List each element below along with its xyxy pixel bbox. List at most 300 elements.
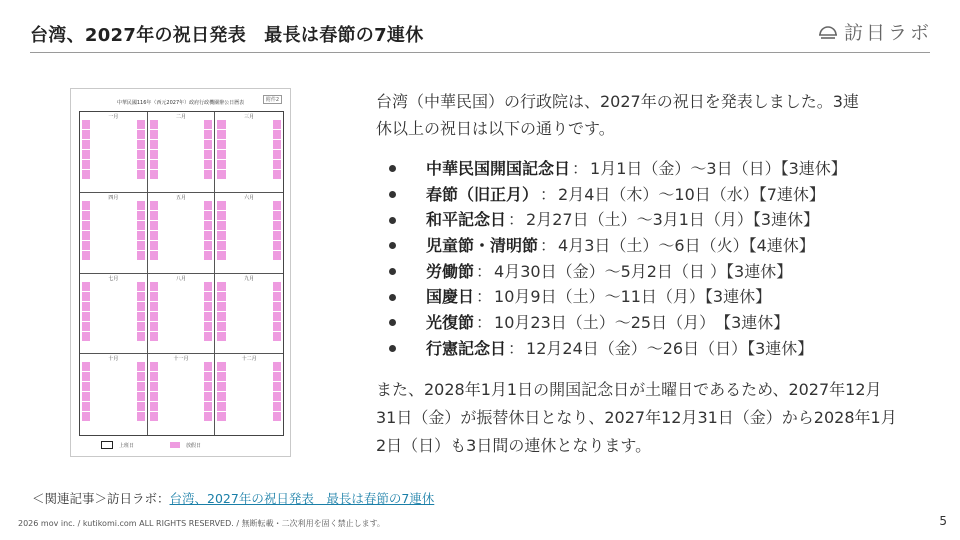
calendar-day-cell xyxy=(217,221,225,230)
calendar-day-cell xyxy=(109,412,117,421)
calendar-day-cell xyxy=(159,322,167,331)
calendar-days xyxy=(82,282,145,352)
dome-logo-icon xyxy=(818,23,838,41)
calendar-day-cell xyxy=(118,322,126,331)
calendar-day-cell xyxy=(127,392,135,401)
calendar-day-cell xyxy=(100,302,108,311)
calendar-day-cell xyxy=(186,120,194,129)
calendar-day-cell xyxy=(204,312,212,321)
calendar-day-cell xyxy=(245,140,253,149)
calendar-day-cell xyxy=(273,282,281,291)
calendar-day-cell xyxy=(195,241,203,250)
calendar-day-cell xyxy=(109,251,117,260)
calendar-grid xyxy=(79,111,284,436)
calendar-day-cell xyxy=(137,332,145,341)
calendar-day-cell xyxy=(159,292,167,301)
calendar-day-cell xyxy=(273,140,281,149)
calendar-day-cell xyxy=(217,332,225,341)
calendar-day-cell xyxy=(177,412,185,421)
calendar-day-cell xyxy=(177,372,185,381)
calendar-day-cell xyxy=(127,322,135,331)
calendar-day-cell xyxy=(109,372,117,381)
calendar-day-cell xyxy=(109,170,117,179)
list-item: 行憲記念日 ： 12月24日（金）～26日（日）【3連休】 xyxy=(389,336,847,362)
calendar-day-cell xyxy=(186,322,194,331)
calendar-day-cell xyxy=(177,251,185,260)
calendar-day-cell xyxy=(186,302,194,311)
calendar-day-cell xyxy=(236,292,244,301)
calendar-day-cell xyxy=(204,221,212,230)
calendar-day-cell xyxy=(150,332,158,341)
calendar-day-cell xyxy=(168,312,176,321)
calendar-day-cell xyxy=(91,130,99,139)
calendar-day-cell xyxy=(100,140,108,149)
calendar-day-cell xyxy=(195,312,203,321)
calendar-day-cell xyxy=(159,362,167,371)
calendar-day-cell xyxy=(236,160,244,169)
calendar-day-cell xyxy=(236,382,244,391)
calendar-day-cell xyxy=(186,372,194,381)
outro-line: また、2028年1月1日の開国記念日が土曜日であるため、2027年12月 xyxy=(376,380,882,399)
calendar-day-cell xyxy=(273,312,281,321)
calendar-day-cell xyxy=(177,130,185,139)
calendar-day-cell xyxy=(150,372,158,381)
calendar-day-cell xyxy=(109,150,117,159)
calendar-days xyxy=(150,282,213,352)
calendar-month-name: 二月 xyxy=(175,114,186,120)
calendar-day-cell xyxy=(264,312,272,321)
legend-holiday: 放假日 xyxy=(186,442,202,449)
calendar-day-cell xyxy=(236,332,244,341)
calendar-day-cell xyxy=(195,382,203,391)
calendar-day-cell xyxy=(254,292,262,301)
calendar-day-cell xyxy=(177,402,185,411)
calendar-day-cell xyxy=(204,282,212,291)
calendar-day-cell xyxy=(236,231,244,240)
calendar-day-cell xyxy=(177,120,185,129)
calendar-day-cell xyxy=(264,211,272,220)
calendar-day-cell xyxy=(227,160,235,169)
calendar-day-cell xyxy=(82,372,90,381)
calendar-day-cell xyxy=(245,201,253,210)
calendar-day-cell xyxy=(227,312,235,321)
calendar-day-cell xyxy=(227,201,235,210)
calendar-day-cell xyxy=(127,292,135,301)
calendar-day-cell xyxy=(227,402,235,411)
related-article-link[interactable]: 台湾、2027年の祝日発表 最長は春節の7連休 xyxy=(169,491,435,506)
calendar-day-cell xyxy=(100,130,108,139)
calendar-day-cell xyxy=(159,332,167,341)
calendar-day-cell xyxy=(227,362,235,371)
intro-line: 休以上の祝日は以下の通りです。 xyxy=(376,119,615,138)
calendar-day-cell xyxy=(217,251,225,260)
calendar-day-cell xyxy=(177,392,185,401)
calendar-day-cell xyxy=(137,292,145,301)
calendar-month xyxy=(148,354,216,435)
calendar-day-cell xyxy=(264,372,272,381)
calendar-day-cell xyxy=(245,392,253,401)
calendar-day-cell xyxy=(245,130,253,139)
calendar-day-cell xyxy=(204,412,212,421)
calendar-day-cell xyxy=(204,140,212,149)
calendar-day-cell xyxy=(245,412,253,421)
calendar-day-cell xyxy=(150,282,158,291)
calendar-day-cell xyxy=(109,120,117,129)
calendar-day-cell xyxy=(195,412,203,421)
calendar-day-cell xyxy=(150,392,158,401)
calendar-day-cell xyxy=(91,392,99,401)
calendar-day-cell xyxy=(150,211,158,220)
calendar-month xyxy=(80,193,148,274)
calendar-day-cell xyxy=(91,231,99,240)
calendar-day-cell xyxy=(109,402,117,411)
calendar-day-cell xyxy=(137,312,145,321)
calendar-day-cell xyxy=(236,302,244,311)
calendar-day-cell xyxy=(264,150,272,159)
calendar-day-cell xyxy=(91,170,99,179)
calendar-day-cell xyxy=(91,241,99,250)
holiday-name: 中華民国開国記念日 xyxy=(426,159,571,178)
calendar-day-cell xyxy=(137,251,145,260)
calendar-day-cell xyxy=(195,211,203,220)
calendar-day-cell xyxy=(159,282,167,291)
calendar-day-cell xyxy=(186,201,194,210)
calendar-day-cell xyxy=(245,372,253,381)
calendar-day-cell xyxy=(195,251,203,260)
calendar-day-cell xyxy=(195,402,203,411)
calendar-day-cell xyxy=(264,221,272,230)
calendar-day-cell xyxy=(204,362,212,371)
related-prefix: ＜関連記事＞訪日ラボ： xyxy=(32,491,170,506)
calendar-day-cell xyxy=(127,120,135,129)
calendar-day-cell xyxy=(82,241,90,250)
bullet-icon xyxy=(389,319,396,326)
calendar-day-cell xyxy=(82,211,90,220)
calendar-day-cell xyxy=(159,402,167,411)
calendar-day-cell xyxy=(150,251,158,260)
calendar-day-cell xyxy=(236,312,244,321)
calendar-day-cell xyxy=(236,412,244,421)
calendar-day-cell xyxy=(177,170,185,179)
calendar-day-cell xyxy=(109,322,117,331)
calendar-day-cell xyxy=(159,231,167,240)
calendar-day-cell xyxy=(159,150,167,159)
calendar-day-cell xyxy=(227,231,235,240)
calendar-day-cell xyxy=(109,392,117,401)
calendar-day-cell xyxy=(127,362,135,371)
calendar-day-cell xyxy=(254,382,262,391)
bullet-icon xyxy=(389,345,396,352)
calendar-day-cell xyxy=(118,332,126,341)
calendar-day-cell xyxy=(204,231,212,240)
calendar-day-cell xyxy=(91,312,99,321)
calendar-day-cell xyxy=(127,402,135,411)
calendar-day-cell xyxy=(150,412,158,421)
calendar-day-cell xyxy=(236,211,244,220)
calendar-day-cell xyxy=(264,402,272,411)
calendar-day-cell xyxy=(254,140,262,149)
calendar-day-cell xyxy=(118,312,126,321)
calendar-day-cell xyxy=(168,211,176,220)
calendar-day-cell xyxy=(227,140,235,149)
calendar-day-cell xyxy=(273,412,281,421)
calendar-day-cell xyxy=(195,201,203,210)
calendar-day-cell xyxy=(137,160,145,169)
calendar-day-cell xyxy=(82,302,90,311)
calendar-day-cell xyxy=(127,251,135,260)
calendar-day-cell xyxy=(236,322,244,331)
calendar-day-cell xyxy=(118,211,126,220)
calendar-day-cell xyxy=(273,362,281,371)
calendar-day-cell xyxy=(227,130,235,139)
calendar-day-cell xyxy=(204,292,212,301)
calendar-day-cell xyxy=(127,150,135,159)
list-item: 光復節 ： 10月23日（土）～25日（月） 【3連休】 xyxy=(389,310,847,336)
legend-workday: 上班日 xyxy=(119,442,135,449)
calendar-day-cell xyxy=(245,312,253,321)
calendar-day-cell xyxy=(264,120,272,129)
calendar-month xyxy=(80,112,148,193)
calendar-day-cell xyxy=(186,170,194,179)
calendar-day-cell xyxy=(186,231,194,240)
calendar-day-cell xyxy=(254,160,262,169)
calendar-day-cell xyxy=(159,251,167,260)
calendar-day-cell xyxy=(82,392,90,401)
calendar-day-cell xyxy=(150,170,158,179)
calendar-day-cell xyxy=(177,362,185,371)
calendar-day-cell xyxy=(264,140,272,149)
calendar-day-cell xyxy=(118,292,126,301)
calendar-day-cell xyxy=(227,392,235,401)
page-number: 5 xyxy=(939,514,947,528)
calendar-day-cell xyxy=(264,130,272,139)
calendar-day-cell xyxy=(168,392,176,401)
calendar-day-cell xyxy=(91,150,99,159)
calendar-day-cell xyxy=(273,201,281,210)
outro-line: 31日（金）が振替休日となり、2027年12月31日（金）から2028年1月 xyxy=(376,408,897,427)
calendar-day-cell xyxy=(236,140,244,149)
calendar-day-cell xyxy=(109,160,117,169)
calendar-day-cell xyxy=(227,382,235,391)
calendar-day-cell xyxy=(273,160,281,169)
calendar-month-name: 七月 xyxy=(108,275,119,282)
calendar-day-cell xyxy=(217,140,225,149)
calendar-day-cell xyxy=(217,231,225,240)
calendar-day-cell xyxy=(177,221,185,230)
calendar-day-cell xyxy=(236,170,244,179)
calendar-day-cell xyxy=(137,302,145,311)
calendar-day-cell xyxy=(186,392,194,401)
calendar-day-cell xyxy=(217,302,225,311)
calendar-day-cell xyxy=(273,251,281,260)
calendar-day-cell xyxy=(204,201,212,210)
calendar-day-cell xyxy=(91,140,99,149)
calendar-day-cell xyxy=(91,322,99,331)
calendar-day-cell xyxy=(91,332,99,341)
calendar-day-cell xyxy=(100,322,108,331)
calendar-day-cell xyxy=(82,120,90,129)
calendar-day-cell xyxy=(273,150,281,159)
calendar-day-cell xyxy=(168,362,176,371)
calendar-day-cell xyxy=(254,211,262,220)
calendar-day-cell xyxy=(127,302,135,311)
calendar-day-cell xyxy=(227,170,235,179)
holiday-detail: 12月24日（金）～26日（日）【3連休】 xyxy=(526,338,814,358)
calendar-day-cell xyxy=(109,382,117,391)
calendar-day-cell xyxy=(273,231,281,240)
calendar-day-cell xyxy=(91,221,99,230)
calendar-day-cell xyxy=(82,412,90,421)
calendar-day-cell xyxy=(159,170,167,179)
calendar-day-cell xyxy=(254,312,262,321)
calendar-month xyxy=(215,193,283,274)
calendar-day-cell xyxy=(137,231,145,240)
holiday-name: 光復節 xyxy=(426,313,475,333)
calendar-day-cell xyxy=(245,282,253,291)
calendar-day-cell xyxy=(217,322,225,331)
calendar-day-cell xyxy=(137,150,145,159)
calendar-day-cell xyxy=(100,201,108,210)
calendar-day-cell xyxy=(195,362,203,371)
calendar-month-name: 四月 xyxy=(108,194,119,201)
calendar-day-cell xyxy=(91,402,99,411)
calendar-day-cell xyxy=(264,362,272,371)
calendar-day-cell xyxy=(127,211,135,220)
calendar-days xyxy=(217,120,281,190)
calendar-day-cell xyxy=(127,221,135,230)
bullet-icon xyxy=(389,165,396,172)
holiday-name: 春節（旧正月） xyxy=(426,184,539,204)
calendar-day-cell xyxy=(273,402,281,411)
calendar-day-cell xyxy=(186,251,194,260)
calendar-day-cell xyxy=(168,251,176,260)
calendar-day-cell xyxy=(254,332,262,341)
calendar-day-cell xyxy=(245,231,253,240)
calendar-month xyxy=(148,193,216,274)
calendar-day-cell xyxy=(195,160,203,169)
calendar-day-cell xyxy=(254,221,262,230)
calendar-day-cell xyxy=(100,312,108,321)
calendar-day-cell xyxy=(217,150,225,159)
calendar-day-cell xyxy=(217,362,225,371)
calendar-day-cell xyxy=(82,150,90,159)
calendar-day-cell xyxy=(100,412,108,421)
calendar-month xyxy=(148,112,216,193)
calendar-day-cell xyxy=(204,211,212,220)
calendar-day-cell xyxy=(236,402,244,411)
calendar-day-cell xyxy=(217,282,225,291)
calendar-day-cell xyxy=(273,120,281,129)
calendar-days xyxy=(217,282,281,352)
calendar-day-cell xyxy=(273,221,281,230)
calendar-day-cell xyxy=(127,241,135,250)
calendar-day-cell xyxy=(150,160,158,169)
calendar-day-cell xyxy=(100,392,108,401)
calendar-day-cell xyxy=(217,372,225,381)
calendar-day-cell xyxy=(91,282,99,291)
calendar-day-cell xyxy=(177,231,185,240)
calendar-day-cell xyxy=(254,201,262,210)
bullet-icon xyxy=(389,294,396,301)
calendar-day-cell xyxy=(254,170,262,179)
calendar-day-cell xyxy=(168,150,176,159)
copyright-footer: 2026 mov inc. / kutikomi.com ALL RIGHTS RESERVED. / 無断転載・二次利用を固く禁止します。 xyxy=(18,519,385,528)
calendar-day-cell xyxy=(227,372,235,381)
calendar-day-cell xyxy=(150,402,158,411)
calendar-day-cell xyxy=(204,372,212,381)
calendar-day-cell xyxy=(186,382,194,391)
calendar-day-cell xyxy=(227,120,235,129)
calendar-day-cell xyxy=(236,130,244,139)
calendar-day-cell xyxy=(150,312,158,321)
calendar-day-cell xyxy=(227,251,235,260)
calendar-day-cell xyxy=(245,241,253,250)
calendar-day-cell xyxy=(168,402,176,411)
calendar-day-cell xyxy=(186,282,194,291)
calendar-day-cell xyxy=(217,292,225,301)
calendar-day-cell xyxy=(127,412,135,421)
calendar-day-cell xyxy=(195,130,203,139)
calendar-day-cell xyxy=(204,322,212,331)
calendar-day-cell xyxy=(186,312,194,321)
calendar-day-cell xyxy=(177,292,185,301)
calendar-day-cell xyxy=(264,302,272,311)
calendar-day-cell xyxy=(227,292,235,301)
calendar-day-cell xyxy=(159,302,167,311)
calendar-day-cell xyxy=(227,302,235,311)
calendar-day-cell xyxy=(127,312,135,321)
calendar-month-name: 十月 xyxy=(108,356,119,363)
calendar-day-cell xyxy=(168,231,176,240)
calendar-day-cell xyxy=(159,221,167,230)
calendar-day-cell xyxy=(245,302,253,311)
calendar-day-cell xyxy=(100,241,108,250)
holiday-detail: 2月4日（木）～10日（水）【7連休】 xyxy=(558,184,825,204)
calendar-day-cell xyxy=(168,322,176,331)
calendar-day-cell xyxy=(273,241,281,250)
calendar-day-cell xyxy=(159,120,167,129)
calendar-day-cell xyxy=(273,332,281,341)
calendar-day-cell xyxy=(236,282,244,291)
calendar-day-cell xyxy=(159,201,167,210)
related-article xyxy=(32,489,434,507)
calendar-day-cell xyxy=(177,312,185,321)
calendar-day-cell xyxy=(264,241,272,250)
brand-logo[interactable] xyxy=(818,18,932,45)
calendar-day-cell xyxy=(168,282,176,291)
calendar-day-cell xyxy=(264,160,272,169)
calendar-tag: 附件2 xyxy=(263,95,282,104)
calendar-day-cell xyxy=(109,231,117,240)
calendar-day-cell xyxy=(82,382,90,391)
calendar-day-cell xyxy=(177,140,185,149)
calendar-day-cell xyxy=(204,251,212,260)
calendar-day-cell xyxy=(195,332,203,341)
calendar-day-cell xyxy=(177,201,185,210)
calendar-day-cell xyxy=(137,282,145,291)
calendar-day-cell xyxy=(118,392,126,401)
calendar-day-cell xyxy=(217,160,225,169)
calendar-day-cell xyxy=(245,402,253,411)
calendar-day-cell xyxy=(118,140,126,149)
holiday-name: 行憲記念日 xyxy=(426,338,507,358)
calendar-day-cell xyxy=(245,322,253,331)
calendar-day-cell xyxy=(273,382,281,391)
calendar-day-cell xyxy=(245,382,253,391)
calendar-day-cell xyxy=(195,221,203,230)
calendar-day-cell xyxy=(168,332,176,341)
calendar-day-cell xyxy=(168,382,176,391)
